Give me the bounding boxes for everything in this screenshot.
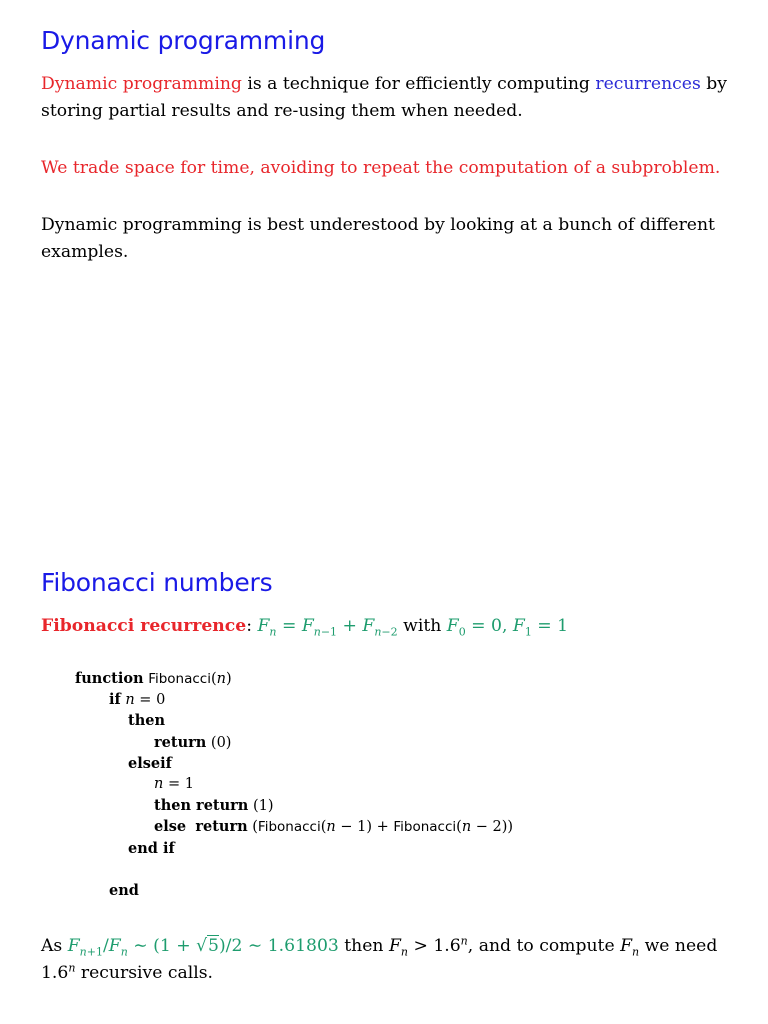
algo-line-end: end xyxy=(109,881,139,899)
fibonacci-algorithm xyxy=(75,668,513,901)
intro-paragraph xyxy=(41,71,731,125)
algo-line-function: function Fibonacci(n) xyxy=(75,670,232,687)
algo-line-if: if n = 0 xyxy=(109,691,166,709)
algo-line-end-if: end if xyxy=(128,839,175,857)
recurrence-line: Fibonacci recurrence: $F_n = F_{n-1} + F_{n-2}$ with $F_0 = 0$, $F_1 = 1$ xyxy=(41,616,569,639)
recurrence-label: Fibonacci recurrence xyxy=(41,616,247,636)
algo-line-elseif: elseif xyxy=(128,754,172,772)
initial-conditions: $F_0 = 0$, $F_1 = 1$ xyxy=(446,616,569,639)
intro-text: is a technique for efficiently computing xyxy=(241,74,596,94)
recurrence-formula: $F_n = F_{n-1} + F_{n-2}$ xyxy=(257,616,398,639)
slide-title: Fibonacci numbers xyxy=(41,568,273,597)
term-dynamic-programming: Dynamic programming xyxy=(41,74,242,94)
algo-line-then: then xyxy=(128,712,166,730)
tradeoff-paragraph: We trade space for time, avoiding to repeat the computation of a subproblem. xyxy=(41,158,721,178)
term-recurrences: recurrences xyxy=(595,74,701,94)
algo-line-then-return-one: then return (1) xyxy=(154,797,274,815)
examples-paragraph: Dynamic programming is best underestood by looking at a bunch of different examples. xyxy=(41,215,715,262)
algo-line-n-equals-one: n = 1 xyxy=(154,775,194,792)
golden-ratio-formula: $F_{n+1}/F_n$ ∼ (1 + √5)/2 ∼ 1.61803 xyxy=(67,936,339,959)
algo-line-return-zero: return (0) xyxy=(154,733,232,751)
slide-title: Dynamic programming xyxy=(41,26,326,55)
intro-text-end: by storing partial results and re-using them when needed. xyxy=(41,74,727,121)
slide-fibonacci xyxy=(0,512,768,1024)
complexity-paragraph: As $F_{n+1}/F_n$ ∼ (1 + √5)/2 ∼ 1.61803 then $F_n > 1.6^n$, and to compute $F_n$ we need 1.6$^n$ recursive calls. xyxy=(41,934,718,983)
algo-line-else-return: else return (Fibonacci(n − 1) + Fibonacci(n − 2)) xyxy=(154,818,514,836)
